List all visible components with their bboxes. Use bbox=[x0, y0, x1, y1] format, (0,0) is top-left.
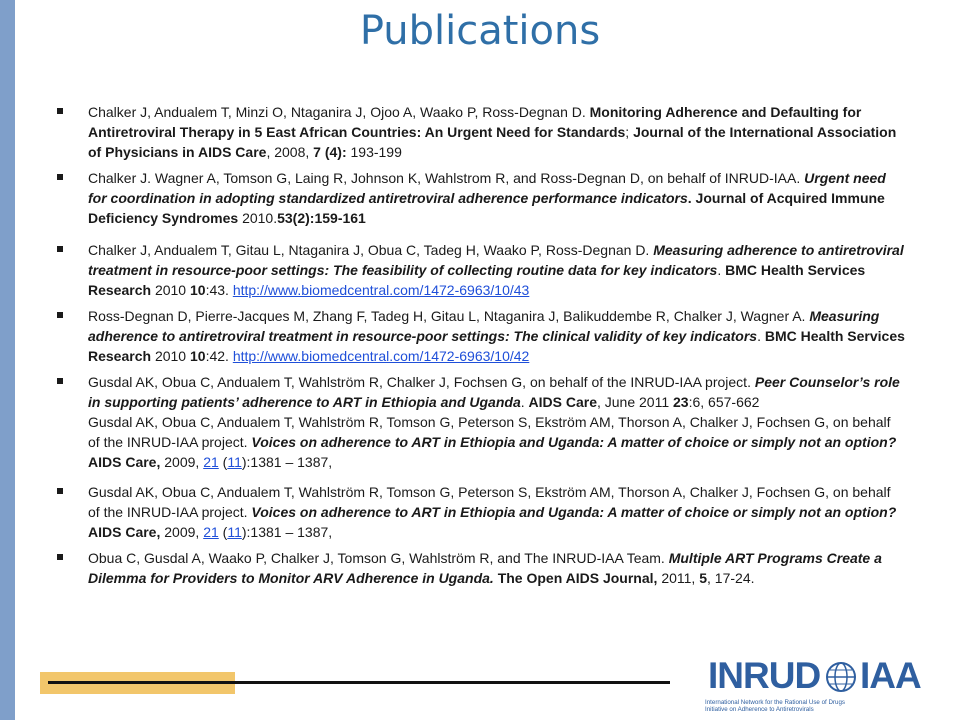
reference-title: Monitoring Adherence and Defaulting for Antiretroviral Therapy in 5 East African Countries: An Urgent Need for Standards bbox=[88, 104, 862, 140]
logo-text-inrud: INRUD bbox=[708, 655, 821, 696]
reference-year: 2009, bbox=[164, 454, 200, 470]
reference-volume: 5 bbox=[699, 570, 708, 586]
reference-authors: Chalker J, Andualem T, Gitau L, Ntaganira J, Obua C, Tadeg H, Waako P, Ross-Degnan D. bbox=[88, 242, 650, 258]
logo-subtitle-line1: International Network for the Rational Use of Drugs bbox=[705, 699, 845, 706]
bullet-icon bbox=[57, 246, 63, 252]
inrud-iaa-logo bbox=[700, 655, 930, 715]
reference-pages: 193-199 bbox=[350, 144, 402, 160]
reference-volume: 7 (4): bbox=[313, 144, 347, 160]
reference-issue-link[interactable]: 11 bbox=[227, 524, 242, 540]
reference-link[interactable]: http://www.biomedcentral.com/1472-6963/10/43 bbox=[232, 282, 530, 298]
reference-title: Urgent need for coordination in adopting standardized antiretroviral adherence performance indicators bbox=[88, 170, 886, 206]
references-list bbox=[55, 102, 905, 594]
reference-journal: BMC Health Services Research bbox=[88, 262, 866, 298]
bullet-icon bbox=[57, 174, 63, 180]
reference-journal: The Open AIDS Journal, bbox=[497, 570, 658, 586]
reference-title: Peer Counselor’s role in supporting patients’ adherence to ART in Ethiopia and Uganda bbox=[88, 374, 900, 410]
reference-journal: BMC Health Services Research bbox=[88, 328, 905, 364]
reference-title: Voices on adherence to ART in Ethiopia and Uganda: A matter of choice or simply not an option? bbox=[251, 504, 897, 520]
reference-volume: 53(2):159-161 bbox=[277, 210, 366, 226]
reference-pages: , 17-24. bbox=[707, 570, 755, 586]
reference-authors: Chalker J. Wagner A, Tomson G, Laing R, Johnson K, Wahlstrom R, and Ross-Degnan D, on behalf of INRUD-IAA. bbox=[88, 170, 801, 186]
reference-item bbox=[55, 548, 905, 588]
reference-year: 2010. bbox=[242, 210, 278, 226]
bullet-icon bbox=[57, 312, 63, 318]
reference-journal: Journal of the International Association of Physicians in AIDS Care bbox=[88, 124, 897, 160]
reference-authors: Obua C, Gusdal A, Waako P, Chalker J, Tomson G, Wahlström R, and The INRUD-IAA Team. bbox=[88, 550, 665, 566]
reference-year: 2010 bbox=[154, 348, 187, 364]
reference-volume-link[interactable]: 21 bbox=[203, 524, 219, 540]
bullet-icon bbox=[57, 378, 63, 384]
page-title: Publications bbox=[359, 8, 601, 54]
reference-authors: Chalker J, Andualem T, Minzi O, Ntaganira J, Ojoo A, Waako P, Ross-Degnan D. bbox=[88, 104, 586, 120]
reference-year: 2011, bbox=[661, 570, 696, 586]
reference-item: Ross-Degnan D, Pierre-Jacques M, Zhang F, Tadeg H, Gitau L, Ntaganira J, Balikuddembe R, Chalker J, Wagner A. Measuring adherence to antiretroviral treatment in resource-poor settings: The clinical validity of key indicators. BMC Health Services Research 2010 10:42. http://www.biomedcentral.com/1472-6963/10/42 bbox=[55, 306, 905, 366]
reference-item bbox=[55, 168, 905, 228]
bullet-icon bbox=[57, 554, 63, 560]
reference-date: , June 2011 bbox=[596, 394, 670, 410]
reference-item bbox=[55, 102, 905, 162]
reference-pages: :43. bbox=[205, 282, 229, 298]
reference-year: , 2008, bbox=[266, 144, 310, 160]
reference-year: 2010 bbox=[154, 282, 187, 298]
bullet-icon bbox=[57, 488, 63, 494]
reference-pages: ):1381 – 1387, bbox=[241, 454, 333, 470]
globe-icon bbox=[825, 661, 857, 698]
reference-pages: ):1381 – 1387, bbox=[241, 524, 333, 540]
reference-journal: . Journal of Acquired Immune Deficiency Syndromes bbox=[88, 190, 885, 226]
reference-link[interactable]: http://www.biomedcentral.com/1472-6963/10/42 bbox=[232, 348, 530, 364]
reference-pages: :6, 657-662 bbox=[688, 394, 760, 410]
reference-journal: AIDS Care, bbox=[88, 524, 161, 540]
reference-title: Multiple ART Programs Create a Dilemma for Providers to Monitor ARV Adherence in Uganda. bbox=[88, 550, 882, 586]
reference-item: Gusdal AK, Obua C, Andualem T, Wahlström R, Chalker J, Fochsen G, on behalf of the INRUD-IAA project. Peer Counselor’s role in supporting patients’ adherence to ART in Ethiopia and Uganda. AIDS Care, June 2011 23:6, 657-662 Gusdal AK, Obua C, Andualem T, Wahlström R, Tomson G, Peterson S, Ekström AM, Thorson A, Chalker J, Fochsen G, on behalf of the INRUD-IAA project. Voices on adherence to ART in Ethiopia and Uganda: A matter of choice or simply not an option? AIDS Care, 2009, 21 (11):1381 – 1387, bbox=[55, 372, 905, 472]
reference-issue-link[interactable]: 11 bbox=[227, 454, 242, 470]
reference-separator: ; bbox=[625, 124, 630, 140]
logo-subtitle-line2: Initiative on Adherence to Antiretrovirals bbox=[705, 706, 814, 713]
reference-volume: 10 bbox=[189, 282, 206, 298]
reference-authors: Gusdal AK, Obua C, Andualem T, Wahlström R, Tomson G, Peterson S, Ekström AM, Thorson A, Chalker J, Fochsen G, on behalf of the INRUD-IAA project. bbox=[88, 414, 891, 450]
logo-subtitle bbox=[705, 699, 925, 713]
reference-volume-link[interactable]: 21 bbox=[203, 454, 219, 470]
reference-item: Chalker J, Andualem T, Gitau L, Ntaganira J, Obua C, Tadeg H, Waako P, Ross-Degnan D. Measuring adherence to antiretroviral treatment in resource-poor settings: The feasibility of collecting routine data for key indicators. BMC Health Services Research 2010 10:43. http://www.biomedcentral.com/1472-6963/10/43 bbox=[55, 240, 905, 300]
reference-item: Gusdal AK, Obua C, Andualem T, Wahlström R, Tomson G, Peterson S, Ekström AM, Thorson A, Chalker J, Fochsen G, on behalf of the INRUD-IAA project. Voices on adherence to ART in Ethiopia and Uganda: A matter of choice or simply not an option? AIDS Care, 2009, 21 (11):1381 – 1387, bbox=[55, 482, 905, 542]
left-accent-bar bbox=[0, 0, 15, 720]
reference-pages: :42. bbox=[205, 348, 229, 364]
reference-title: Measuring adherence to antiretroviral treatment in resource-poor settings: The feasibility of collecting routine data for key indicators bbox=[88, 242, 904, 278]
logo-text-iaa: IAA bbox=[860, 655, 921, 696]
footer-divider bbox=[48, 681, 670, 684]
reference-authors: Gusdal AK, Obua C, Andualem T, Wahlström R, Tomson G, Peterson S, Ekström AM, Thorson A, Chalker J, Fochsen G, on behalf of the INRUD-IAA project. bbox=[88, 484, 891, 520]
bullet-icon bbox=[57, 108, 63, 114]
reference-journal: AIDS Care bbox=[528, 394, 597, 410]
reference-volume: 10 bbox=[189, 348, 206, 364]
reference-authors: Gusdal AK, Obua C, Andualem T, Wahlström R, Chalker J, Fochsen G, on behalf of the INRUD-IAA project. bbox=[88, 374, 751, 390]
reference-title: Voices on adherence to ART in Ethiopia and Uganda: A matter of choice or simply not an option? bbox=[251, 434, 897, 450]
reference-journal: AIDS Care, bbox=[88, 454, 161, 470]
reference-authors: Ross-Degnan D, Pierre-Jacques M, Zhang F, Tadeg H, Gitau L, Ntaganira J, Balikuddembe R, Chalker J, Wagner A. bbox=[88, 308, 806, 324]
reference-volume: 23 bbox=[673, 394, 689, 410]
reference-title: Measuring adherence to antiretroviral treatment in resource-poor settings: The clinical validity of key indicators bbox=[88, 308, 880, 344]
reference-year: 2009, bbox=[164, 524, 200, 540]
